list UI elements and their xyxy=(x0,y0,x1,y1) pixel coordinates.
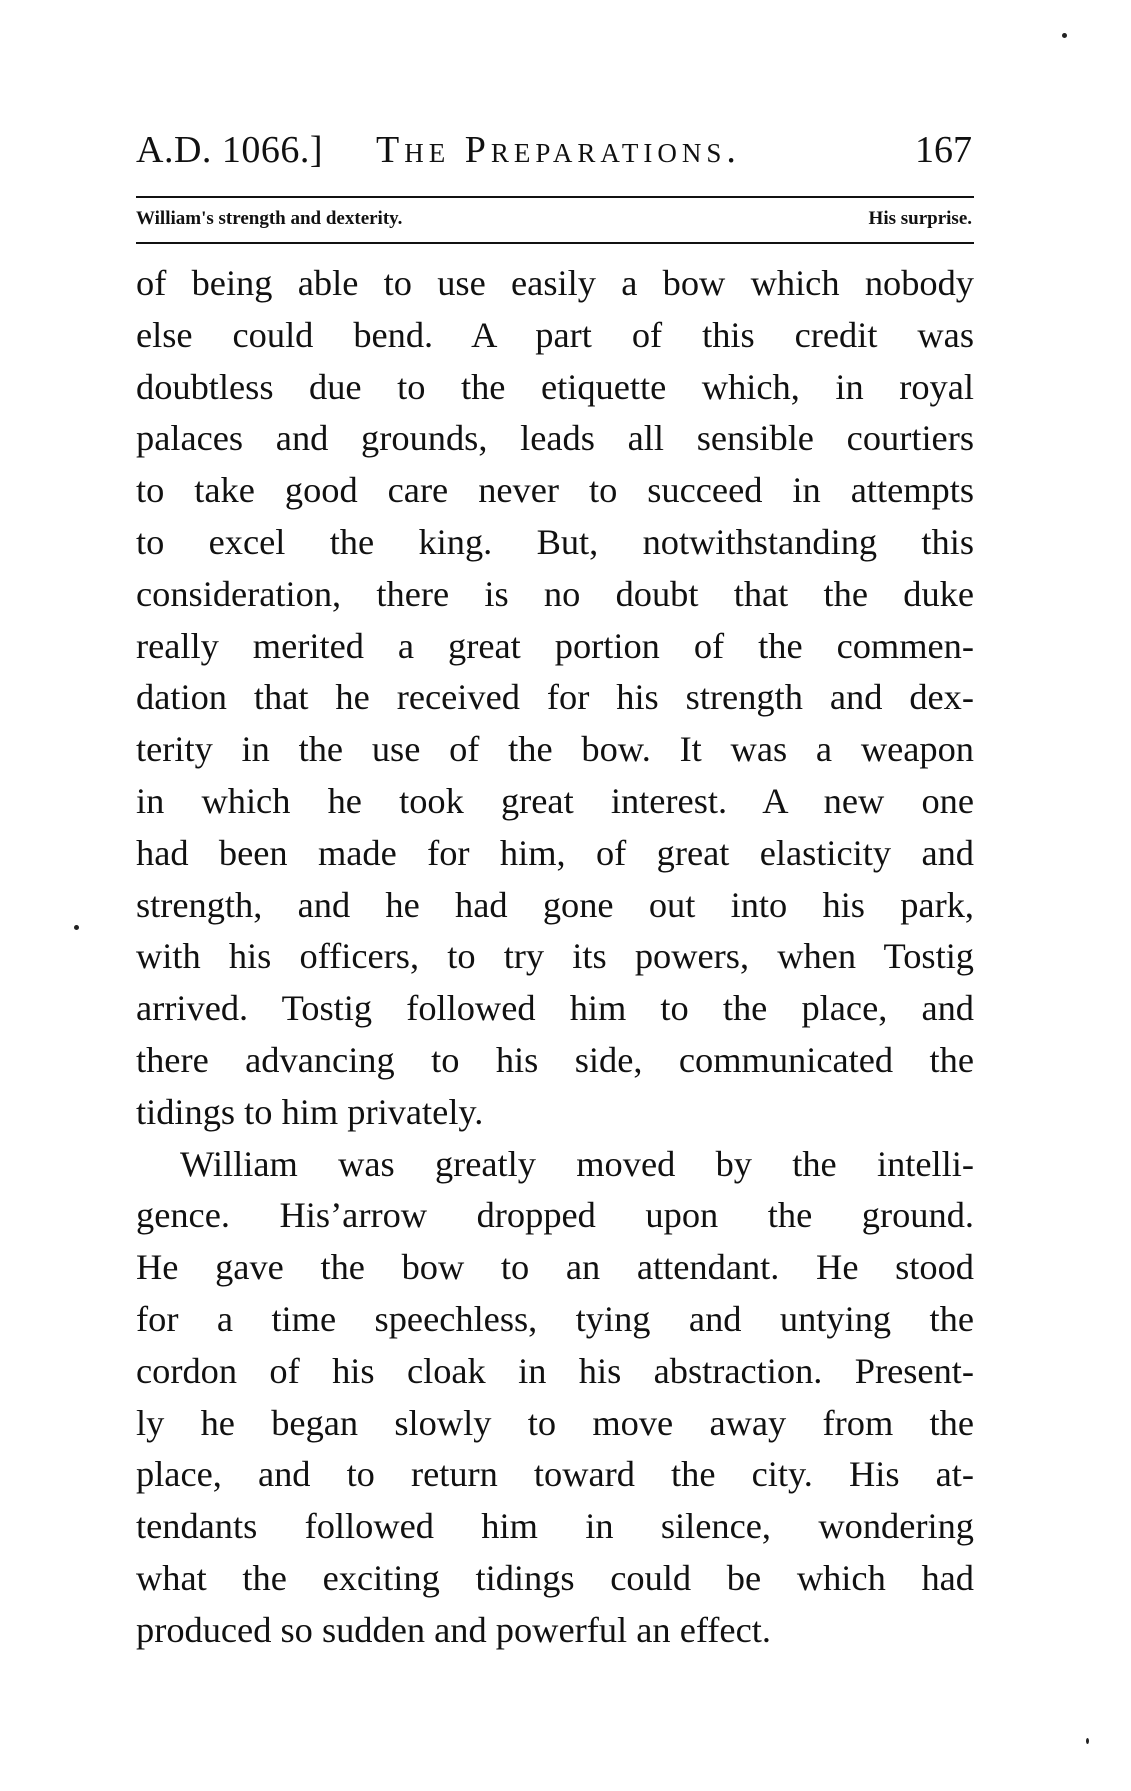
ink-speck-bottom-right xyxy=(1086,1738,1089,1744)
topic-heading-right: His surprise. xyxy=(868,208,972,229)
text-line: strength, and he had gone out into his park, xyxy=(136,884,974,925)
running-header xyxy=(136,124,974,176)
text-line: dation that he received for his strength and dex- xyxy=(136,677,974,718)
text-line: to take good care never to succeed in attempts xyxy=(136,470,974,511)
body-text xyxy=(136,258,974,1657)
page-number: 167 xyxy=(915,129,972,171)
text-line: for a time speechless, tying and untying the xyxy=(136,1298,974,1339)
text-line: really merited a great portion of the commen- xyxy=(136,625,974,666)
header-rule-top xyxy=(136,196,974,198)
text-line: tendants followed him in silence, wondering xyxy=(136,1506,974,1547)
text-line: doubtless due to the etiquette which, in royal xyxy=(136,366,974,407)
header-date: A.D. 1066.] xyxy=(136,129,324,171)
text-line: else could bend. A part of this credit was xyxy=(136,314,974,355)
text-line: William was greatly moved by the intelli- xyxy=(180,1143,974,1184)
text-line: He gave the bow to an attendant. He stood xyxy=(136,1247,974,1288)
text-line: to excel the king. But, notwithstanding this xyxy=(136,521,974,562)
text-line: in which he took great interest. A new one xyxy=(136,780,974,821)
topic-heading-left: William's strength and dexterity. xyxy=(136,208,403,229)
text-line: ly he began slowly to move away from the xyxy=(136,1402,974,1443)
marginal-headings xyxy=(136,199,974,239)
text-line: with his officers, to try its powers, when Tostig xyxy=(136,936,974,977)
text-line: had been made for him, of great elasticity and xyxy=(136,832,974,873)
header-rule-bottom xyxy=(136,242,974,244)
text-line: cordon of his cloak in his abstraction. Present- xyxy=(136,1350,974,1391)
text-line: gence. His’arrow dropped upon the ground. xyxy=(136,1195,974,1236)
text-line: terity in the use of the bow. It was a weapon xyxy=(136,729,974,770)
paragraph-1 xyxy=(136,258,974,1139)
text-line: arrived. Tostig followed him to the place, and xyxy=(136,988,974,1029)
text-line: of being able to use easily a bow which nobody xyxy=(136,263,974,303)
text-line: what the exciting tidings could be which had xyxy=(136,1557,974,1598)
text-line: place, and to return toward the city. His at- xyxy=(136,1454,974,1495)
ink-speck-left-margin xyxy=(74,925,79,930)
paragraph-2 xyxy=(136,1139,974,1657)
text-line: there advancing to his side, communicated the xyxy=(136,1039,974,1080)
ink-speck-top-right xyxy=(1062,33,1067,38)
header-chapter-title: The Preparations. xyxy=(376,129,741,171)
text-line: produced so sudden and powerful an effect. xyxy=(136,1609,771,1650)
text-line: consideration, there is no doubt that the duke xyxy=(136,573,974,614)
text-line: palaces and grounds, leads all sensible courtiers xyxy=(136,418,974,459)
text-line: tidings to him privately. xyxy=(136,1091,484,1132)
